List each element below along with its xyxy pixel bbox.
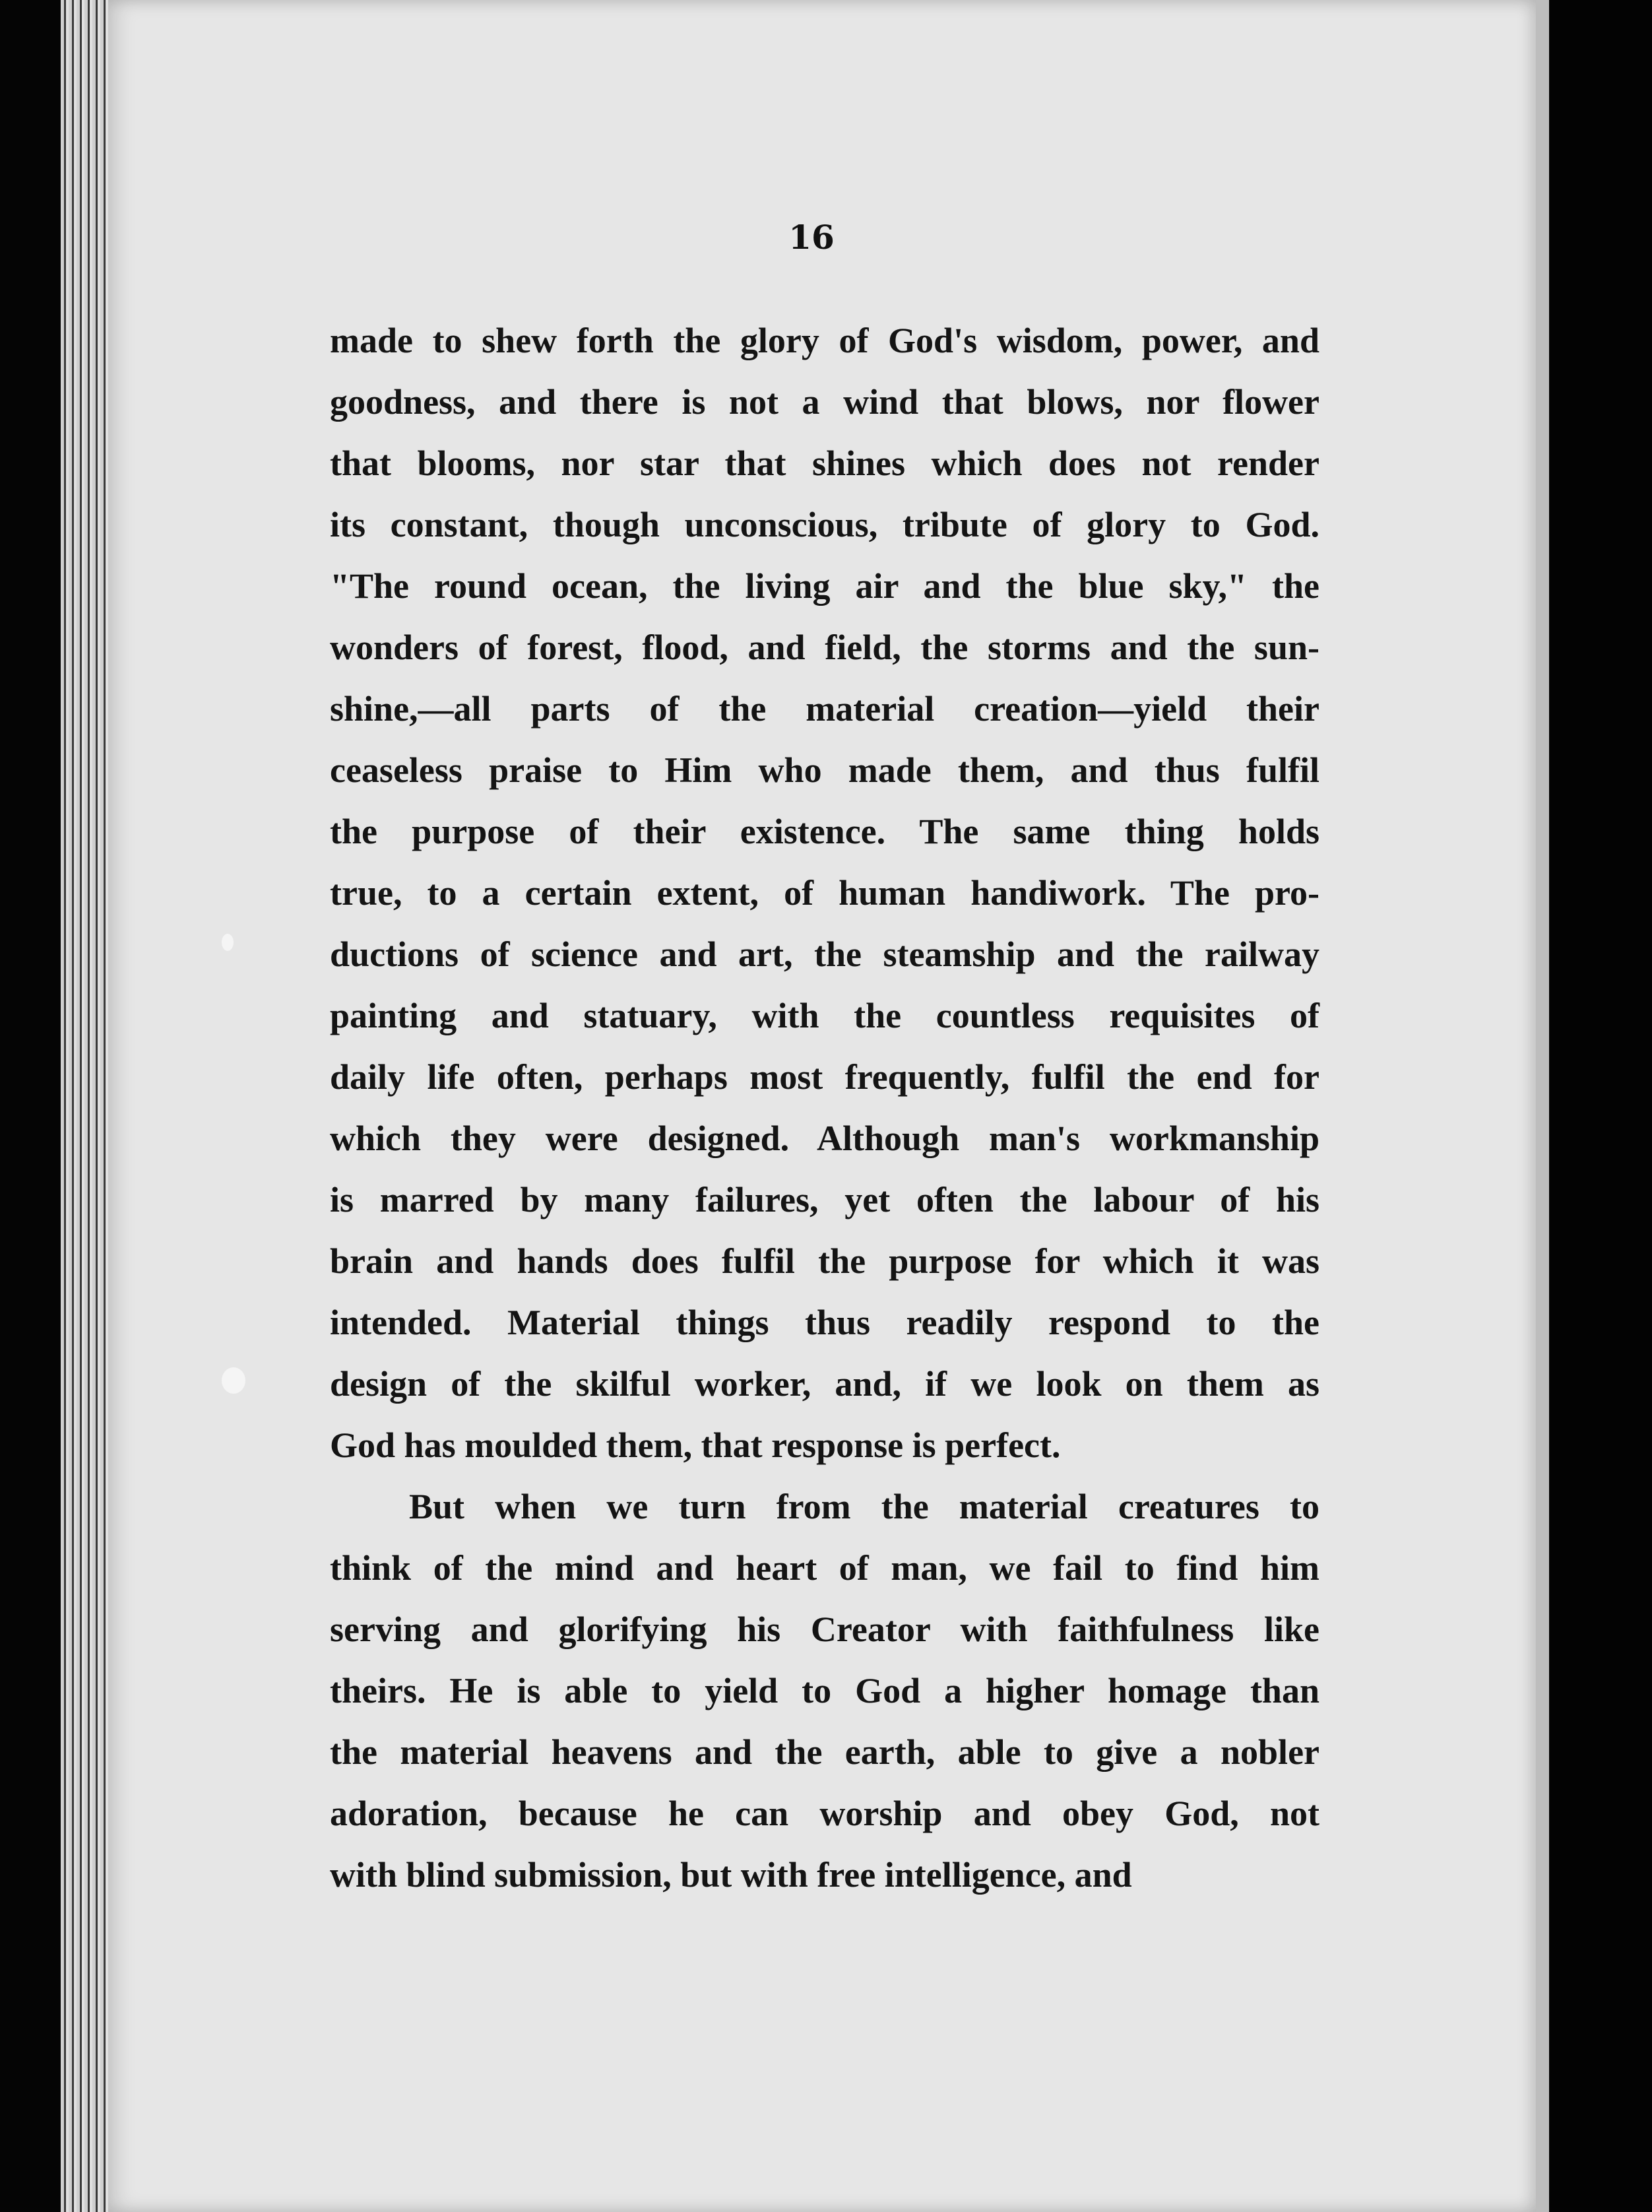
text-line: God has moulded them, that response is perfect. [330, 1425, 1061, 1465]
text-line: which they were designed. Although man's workmanship [330, 1119, 1319, 1158]
text-line: is marred by many failures, yet often the labour of his [330, 1180, 1319, 1220]
text-line: painting and statuary, with the countless requisites of [330, 996, 1319, 1035]
page-edges [61, 0, 108, 2212]
text-line: think of the mind and heart of man, we fail to find him [330, 1548, 1319, 1588]
text-line: adoration, because he can worship and obey God, not [330, 1794, 1319, 1833]
scan-speck [222, 1367, 245, 1394]
text-line: the material heavens and the earth, able to give a nobler [330, 1732, 1319, 1772]
text-line: But when we turn from the material creatures to [409, 1487, 1319, 1526]
text-line: ductions of science and art, the steamship and the railway [330, 934, 1319, 974]
text-line: theirs. He is able to yield to God a higher homage than [330, 1671, 1319, 1710]
page-right-edge [1536, 0, 1549, 2212]
text-line: daily life often, perhaps most frequently, fulfil the end for [330, 1057, 1319, 1097]
text-line: shine,—all parts of the material creation—yield their [330, 689, 1319, 729]
scan-border-right [1549, 0, 1652, 2212]
text-line: serving and glorifying his Creator with faithfulness like [330, 1610, 1319, 1649]
scan-speck [222, 934, 234, 951]
text-line: intended. Material things thus readily respond to the [330, 1303, 1319, 1342]
text-line: "The round ocean, the living air and the blue sky," the [330, 566, 1319, 606]
text-line: its constant, though unconscious, tribute of glory to God. [330, 505, 1319, 544]
text-line: the purpose of their existence. The same thing holds [330, 812, 1319, 851]
text-line: design of the skilful worker, and, if we look on them as [330, 1364, 1319, 1404]
body-text [330, 310, 1319, 1906]
text-line: goodness, and there is not a wind that blows, nor flower [330, 382, 1319, 422]
text-line: wonders of forest, flood, and field, the storms and the sun- [330, 628, 1319, 667]
text-line: with blind submission, but with free intelligence, and [330, 1855, 1132, 1895]
page-number: 16 [788, 218, 835, 257]
scan-border-left [0, 0, 61, 2212]
text-line: brain and hands does fulfil the purpose for which it was [330, 1241, 1319, 1281]
text-line: that blooms, nor star that shines which does not render [330, 443, 1319, 483]
text-line: made to shew forth the glory of God's wisdom, power, and [330, 321, 1319, 360]
text-line: ceaseless praise to Him who made them, and thus fulfil [330, 750, 1319, 790]
text-line: true, to a certain extent, of human handiwork. The pro- [330, 873, 1319, 913]
